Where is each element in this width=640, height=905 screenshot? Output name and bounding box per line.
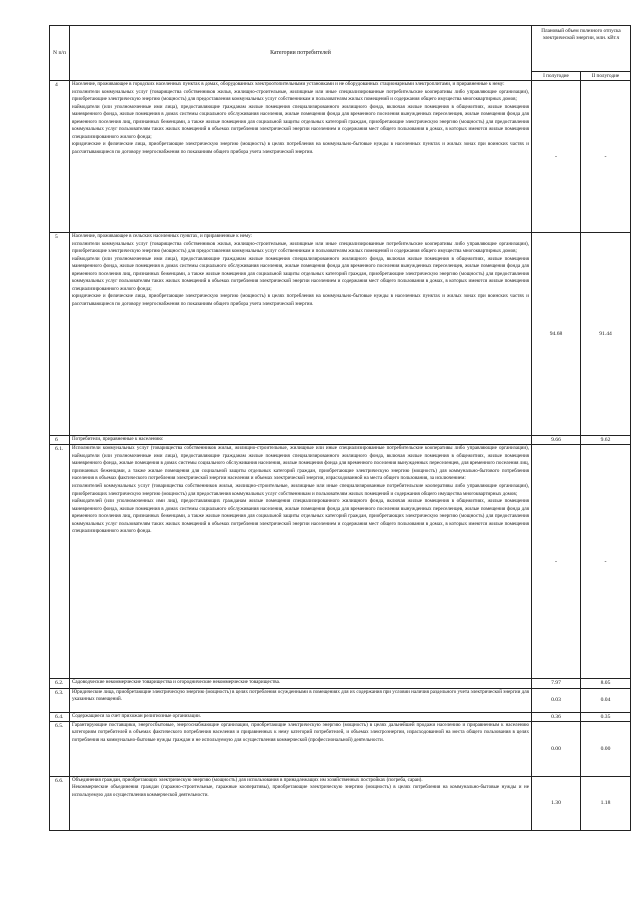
value-half2: 1.18 [581, 776, 631, 830]
row-category [70, 721, 532, 776]
category-paragraph: наймодателей (или уполномоченных ими лиц), предоставляющих гражданам жилые помещения специализированного жилищного фонда, включая жилые помещения в общежитиях, жилые помещения маневренного фонда, жилые помещения в домах системы социального обслуживания населения, жилые помещения фонда для временного поселения вынужденных переселенцев, жилые помещения фонда для временного поселения лиц, признанных беженцами, а также жилые помещения для социальной защиты отдельных категорий граждан, приобретающих электрическую энергию (мощность) для предоставления коммунальных услуг пользователям таких жилых помещений в объемах потребления электрической энергии населением и содержания мест общего пользования в домах, в которых имеются жилые помещения специализированного жилого фонда. [72, 498, 529, 535]
category-paragraph: исполнителей коммунальных услуг (товарищества собственников жилья, жилищно-строительные, жилищные или иные специализированные потребительские кооперативы либо управляющие организации), приобретающих электрическую энергию (мощность) для предоставления коммунальных услуг собственникам и пользователям жилых помещений и содержания общего имущества многоквартирных домов; [72, 483, 529, 497]
table-row [50, 436, 631, 445]
category-paragraph: наймодатели (или уполномоченные ими лица), предоставляющие гражданам жилые помещения специализированного жилищного фонда, включая жилые помещения в общежитиях, жилые помещения маневренного фонда, жилые помещения в домах системы социального обслуживания населения, жилые помещения фонда для временного поселения вынужденных переселенцев, жилые помещения фонда для временного поселения лиц, признанных беженцами, а также жилые помещения для социальной защиты отдельных категорий граждан, приобретающие электрическую энергию (мощность) для предоставления коммунальных услуг пользователям таких жилых помещений в объемах потребления электрической энергии населением и содержания мест общего пользования в домах, в которых имеются жилые помещения специализированного жилого фонда; [72, 255, 529, 292]
table-row [50, 688, 631, 712]
category-paragraph: Некоммерческие объединения граждан (гаражно-строительные, гаражные кооперативы), приобретающие электрическую энергию (мощность) в целях потребления на коммунально-бытовые нужды и не используемую для осуществления коммерческой деятельности. [72, 784, 529, 798]
category-paragraph: юридические и физические лица, приобретающие электрическую энергию (мощность) в целях потребления на коммунально-бытовые нужды в населенных пунктах и жилых зонах при воинских частях и рассчитывающиеся по договору энергоснабжения по показаниям общего прибора учета электрической энергии. [72, 141, 529, 155]
value-half2: 0.04 [581, 688, 631, 712]
value-half2: 0.00 [581, 721, 631, 776]
value-half1: 0.00 [532, 721, 581, 776]
value-half2: 9.62 [581, 436, 631, 445]
value-half1: - [532, 81, 581, 233]
value-half1: 7.97 [532, 679, 581, 688]
table-row [50, 712, 631, 721]
row-number: 6 [50, 436, 70, 445]
category-paragraph: Объединения граждан, приобретающих электрическую энергию (мощность) для использования в принадлежащих им хозяйственных постройках (погреба, сараи). [72, 776, 423, 783]
value-half2: 91.44 [581, 233, 631, 436]
row-number: 6.1. [50, 445, 70, 679]
row-category [70, 445, 532, 679]
category-paragraph: исполнители коммунальных услуг (товарищества собственников жилья, жилищно-строительные, жилищные или иные специализированные потребительские кооперативы либо управляющие организации), приобретающие электрическую энергию (мощность) для предоставления коммунальных услуг собственникам и пользователям жилых помещений и содержания общего имущества многоквартирных домов; [72, 88, 529, 103]
row-category [70, 776, 532, 830]
row-number: 6.3. [50, 688, 70, 712]
value-half1: 94.68 [532, 233, 581, 436]
table-row [50, 233, 631, 436]
value-half1: 1.30 [532, 776, 581, 830]
header-volume: Плановый объем полезного отпуска электрической энергии, млн. кВт.ч [532, 26, 631, 72]
row-number: 5 [50, 233, 70, 436]
row-number: 6.6. [50, 776, 70, 830]
row-category [70, 436, 532, 445]
row-number: 6.5. [50, 721, 70, 776]
category-paragraph: Население, проживающее в сельских населенных пунктах, и приравненные к нему: [72, 233, 252, 239]
value-half2: - [581, 81, 631, 233]
category-paragraph: Население, проживающее в городских населенных пунктах в домах, оборудованных электроотопительными установками и не оборудованных стационарными электроплитами, и приравненные к нему: [72, 81, 505, 87]
header-half1: I полугодие [532, 72, 581, 81]
value-half1: 0.36 [532, 712, 581, 721]
value-half1: - [532, 445, 581, 679]
row-category [70, 688, 532, 712]
row-category [70, 233, 532, 436]
table-row [50, 445, 631, 679]
value-half2: 8.05 [581, 679, 631, 688]
header-row [50, 26, 631, 72]
row-category [70, 81, 532, 233]
category-paragraph: Исполнители коммунальных услуг (товарищества собственников жилья, жилищно-строительные, жилищные или иные специализированные потребительские кооперативы либо управляющие организации), наймодатели (или уполномоченные ими лица), предоставляющие гражданам жилые помещения специализированного жилищного фонда, включая жилые помещения в общежитиях, жилые помещения маневренного фонда, жилые помещения в домах системы социального обслуживания населения, жилые помещения фонда для временного поселения вынужденных переселенцев, для временного поселения лиц, признанных беженцами, а также жилые помещения для социальной защиты отдельных категорий граждан, приобретающие электрическую энергию (мощность) для коммунально-бытового потребления населения в объемах фактического потребления электрической энергии населения и объемах электрической энергии, израсходованной на места общего пользования, за исключением: [72, 445, 529, 482]
row-category [70, 679, 532, 688]
category-paragraph: Содержащиеся за счет прихожан религиозные организации. [72, 712, 202, 719]
value-half2: - [581, 445, 631, 679]
category-paragraph: Гарантирующие поставщики, энергосбытовые, энергоснабжающие организации, приобретающие электрическую энергию (мощность) в целях дальнейшей продажи населению и приравненным к населению категориям потребителей в объемах фактического потребления населения и приравненных к нему категорий потребителей, и объемах электроэнергии, израсходованной на места общего пользования в целях потребления на коммунально-бытовые нужды граждан и не используемую для осуществления коммерческой (профессиональной) деятельности. [72, 721, 529, 743]
row-number: 6.2. [50, 679, 70, 688]
category-paragraph: исполнители коммунальных услуг (товарищества собственников жилья, жилищно-строительные, жилищные или иные специализированные потребительские кооперативы либо управляющие организации), приобретающие электрическую энергию (мощность) для предоставления коммунальных услуг собственникам и пользователям жилых помещений и содержания общего имущества многоквартирных домов; [72, 240, 529, 255]
category-paragraph: юридические и физические лица, приобретающие электрическую энергию (мощность) в целях потребления на коммунально-бытовые нужды в населенных пунктах и жилых зонах при воинских частях и рассчитывающиеся по договору энергоснабжения по показаниям общего прибора учета электрической энергии. [72, 293, 529, 307]
header-half2: II полугодие [581, 72, 631, 81]
row-number: 4 [50, 81, 70, 233]
value-half1: 0.03 [532, 688, 581, 712]
row-category [70, 712, 532, 721]
row-number: 6.4. [50, 712, 70, 721]
table-row [50, 721, 631, 776]
value-half1: 9.66 [532, 436, 581, 445]
category-paragraph: наймодатели (или уполномоченные ими лица), предоставляющие гражданам жилые помещения специализированного жилищного фонда, включая жилые помещения в общежитиях, жилые помещения маневренного фонда, жилые помещения в домах системы социального обслуживания населения, жилые помещения фонда для временного поселения вынужденных переселенцев, жилые помещения фонда для временного поселения лиц, признанных беженцами, а также жилые помещения для социальной защиты отдельных категорий граждан, приобретающие электрическую энергию (мощность) для предоставления коммунальных услуг пользователям таких жилых помещений в объемах потребления электрической энергии населением и содержания мест общего пользования в домах, в которых имеются жилые помещения специализированного жилого фонда; [72, 103, 529, 140]
table-row [50, 776, 631, 830]
table-row [50, 679, 631, 688]
value-half2: 0.35 [581, 712, 631, 721]
header-num: N п/п [50, 26, 70, 81]
header-category: Категории потребителей [70, 26, 532, 81]
category-paragraph: Потребители, приравненные к населению: [72, 436, 164, 442]
category-paragraph: Юридические лица, приобретающие электрическую энергию (мощность) в целях потребления осужденными в помещениях для их содержания при условии наличия раздельного учета электрической энергии для указанных помещений. [72, 688, 529, 703]
category-paragraph: Садоводческие некоммерческие товарищества и огороднические некоммерческие товарищества. [72, 679, 281, 686]
table-row [50, 81, 631, 233]
consumption-table [49, 25, 631, 831]
